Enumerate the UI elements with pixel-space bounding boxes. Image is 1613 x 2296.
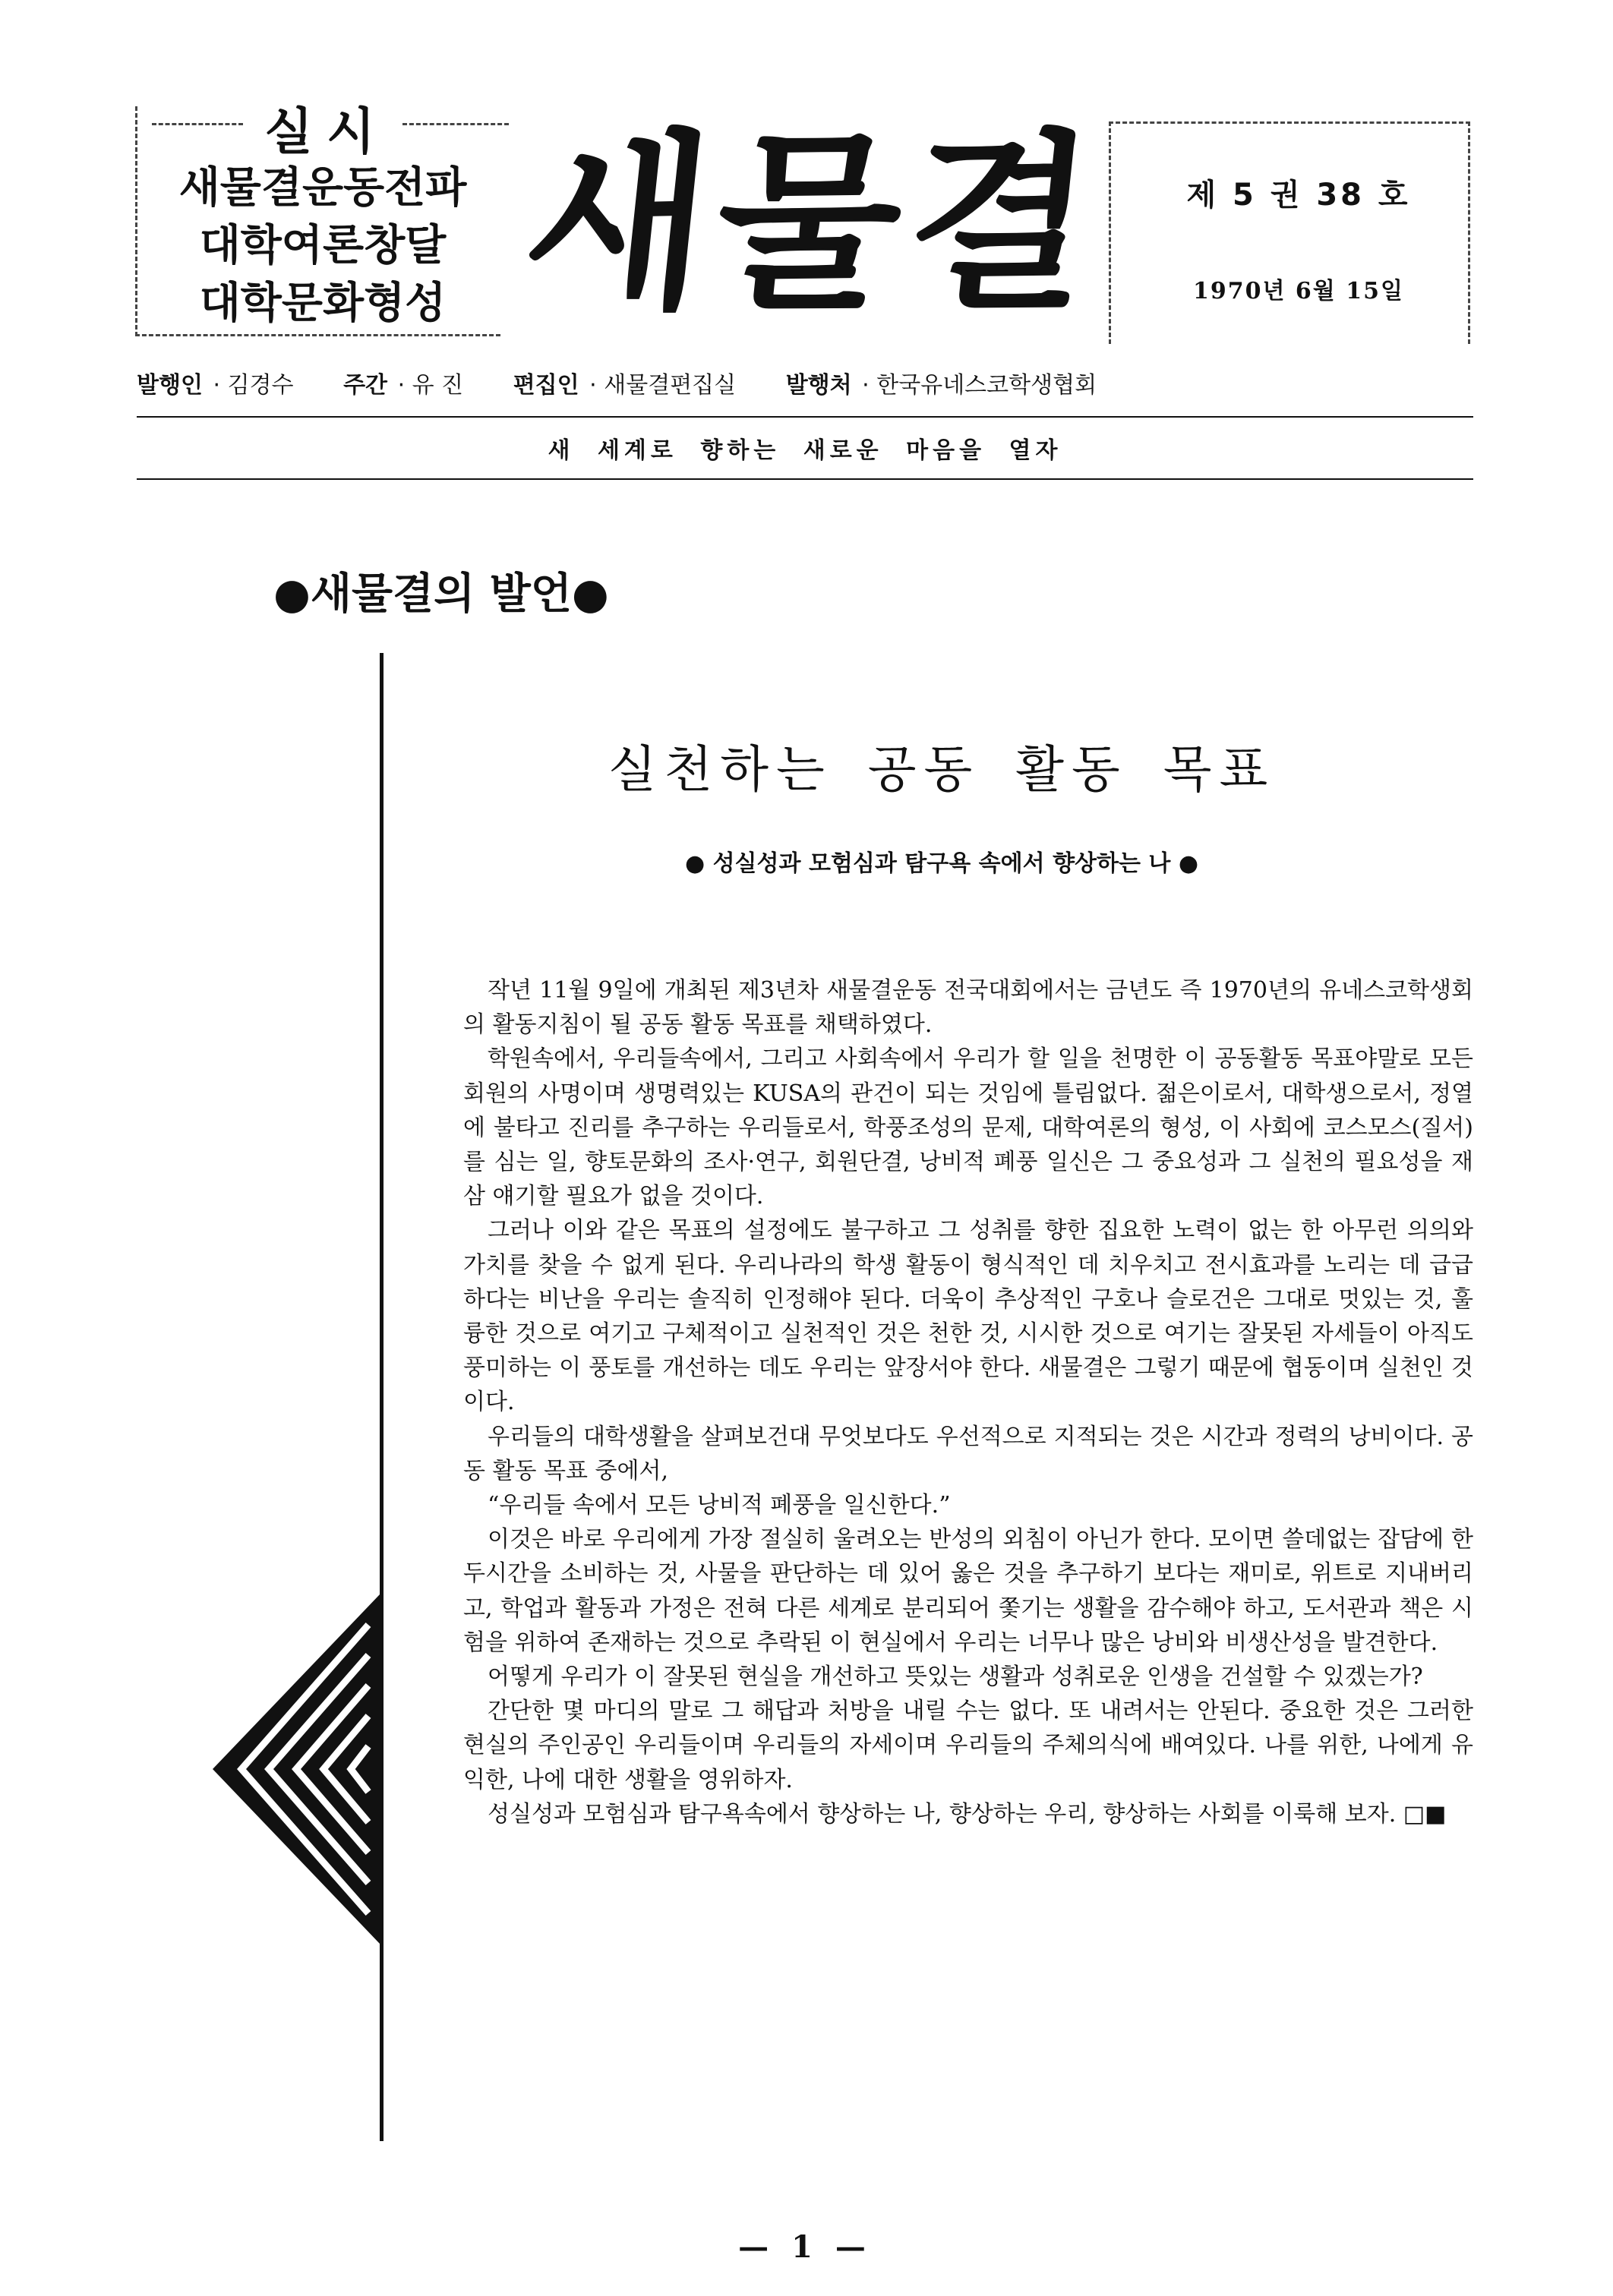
masthead-title: 새물결 (514, 113, 1111, 334)
article-paragraph: 성실성과 모험심과 탐구욕속에서 향상하는 나, 향상하는 우리, 향상하는 사회를 이룩해 보자. □■ (488, 1800, 1447, 1828)
page-number: — 1 — (738, 2229, 872, 2265)
slogan-header: 실시 (264, 102, 389, 161)
publisher-value: 새물결편집실 (604, 372, 737, 399)
publisher-item: 편집인 · 새물결편집실 (513, 372, 737, 399)
vertical-rule (380, 653, 384, 2141)
issue-box (1109, 121, 1470, 344)
issue-volume: 제 5 권 38 호 (1186, 178, 1411, 213)
slogan-line: 대학여론창달 (199, 221, 447, 270)
publisher-item: 주간 · 유 진 (343, 372, 464, 399)
publisher-label: 발행인 (137, 372, 203, 399)
publisher-label: 발행처 (785, 372, 852, 399)
header-rule (137, 416, 1473, 418)
slogan-lines (152, 159, 494, 333)
motto: 새 세계로 향하는 새로운 마음을 열자 (548, 437, 1062, 464)
publisher-label: 편집인 (513, 372, 579, 399)
article-paragraph: 그러나 이와 같은 목표의 설정에도 불구하고 그 성취를 향한 집요한 노력이 없는 한 아무런 의의와 가치를 찾을 수 없게 된다. 우리나라의 학생 활동이 형식적인 데 치우치고 전시효과를 노리는 데 급급하다는 비난을 우리는 솔직히 인정해야 된다. 더욱이 추상적인 구호나 슬로건은 그대로 멋있는 것, 훌륭한 것으로 여기고 구체적이고 실천적인 것은 천한 것, 시시한 것으로 여기는 잘못된 자세들이 아직도 풍미하는 이 풍토를 개선하는 데도 우리는 앞장서야 한다. 새물결은 그렇기 때문에 협동이며 실천인 것이다. (463, 1217, 1473, 1416)
article-paragraph: 학원속에서, 우리들속에서, 그리고 사회속에서 우리가 할 일을 천명한 이 공동활동 목표야말로 모든 회원의 사명이며 생명력있는 KUSA의 관건이 되는 것임에 틀림없다. 젊은이로서, 대학생으로서, 정열에 불타고 진리를 추구하는 우리들로서, 학풍조성의 문제, 대학여론의 형성, 이 사회에 코스모스(질서)를 심는 일, 향토문화의 조사·연구, 회원단결, 낭비적 폐풍 일신은 그 중요성과 그 실천의 필요성을 재삼 얘기할 필요가 없을 것이다. (463, 1046, 1473, 1210)
chevron-decoration-icon (213, 1594, 380, 1944)
publisher-value: 김경수 (227, 372, 294, 399)
issue-date: 1970년 6월 15일 (1193, 278, 1404, 304)
slogan-line: 대학문화형성 (199, 279, 447, 328)
article-title: 실천하는 공동 활동 목표 (608, 740, 1276, 799)
article-paragraph: 이것은 바로 우리에게 가장 절실히 울려오는 반성의 외침이 아닌가 한다. 모이면 쓸데없는 잡담에 한두시간을 소비하는 것, 사물을 판단하는 데 있어 옳은 것을 추구하기 보다는 재미로, 위트로 지내버리고, 학업과 활동과 가정은 전혀 다른 세계로 분리되어 쫓기는 생활을 감수해야 하고, 도서관과 책은 시험을 위하여 존재하는 것으로 추락된 이 현실에서 우리는 너무나 많은 낭비와 비생산성을 발견한다. (463, 1526, 1473, 1656)
publisher-item: 발행인 · 김경수 (137, 372, 294, 399)
header-rule (137, 478, 1473, 480)
slogan-line: 새물결운동전파 (178, 163, 467, 213)
article-subtitle: ● 성실성과 모험심과 탐구욕 속에서 향상하는 나 ● (684, 850, 1199, 877)
article-paragraph: 우리들의 대학생활을 살펴보건대 무엇보다도 우선적으로 지적되는 것은 시간과 정력의 낭비이다. 공동 활동 목표 중에서, (463, 1423, 1473, 1484)
publisher-item: 발행처 · 한국유네스코학생협회 (785, 372, 1097, 399)
publisher-label: 주간 (343, 372, 388, 399)
publisher-value: 한국유네스코학생협회 (876, 372, 1097, 399)
article-paragraph: 어떻게 우리가 이 잘못된 현실을 개선하고 뜻있는 생활과 성취로운 인생을 건설할 수 있겠는가? (488, 1664, 1423, 1691)
slogan-box-top-rule (152, 123, 243, 125)
section-heading: ●새물결의 발언● (273, 569, 609, 619)
article-paragraph: 간단한 몇 마디의 말로 그 해답과 처방을 내릴 수는 없다. 또 내려서는 안된다. 중요한 것은 그러한 현실의 주인공인 우리들이며 우리들의 자세이며 우리들의 주체의식에 배여있다. 나를 위한, 나에게 유익한, 나에 대한 생활을 영위하자. (463, 1698, 1473, 1793)
article-body (463, 973, 1473, 1831)
article-quote: “우리들 속에서 모든 낭비적 폐풍을 일신한다.” (488, 1492, 951, 1519)
article-paragraph: 작년 11월 9일에 개최된 제3년차 새물결운동 전국대회에서는 금년도 즉 1970년의 유네스코학생회의 활동지침이 될 공동 활동 목표를 채택하였다. (463, 977, 1473, 1039)
slogan-box-top-rule (402, 123, 509, 125)
publisher-line (137, 366, 1473, 399)
publisher-value: 유 진 (412, 372, 464, 399)
